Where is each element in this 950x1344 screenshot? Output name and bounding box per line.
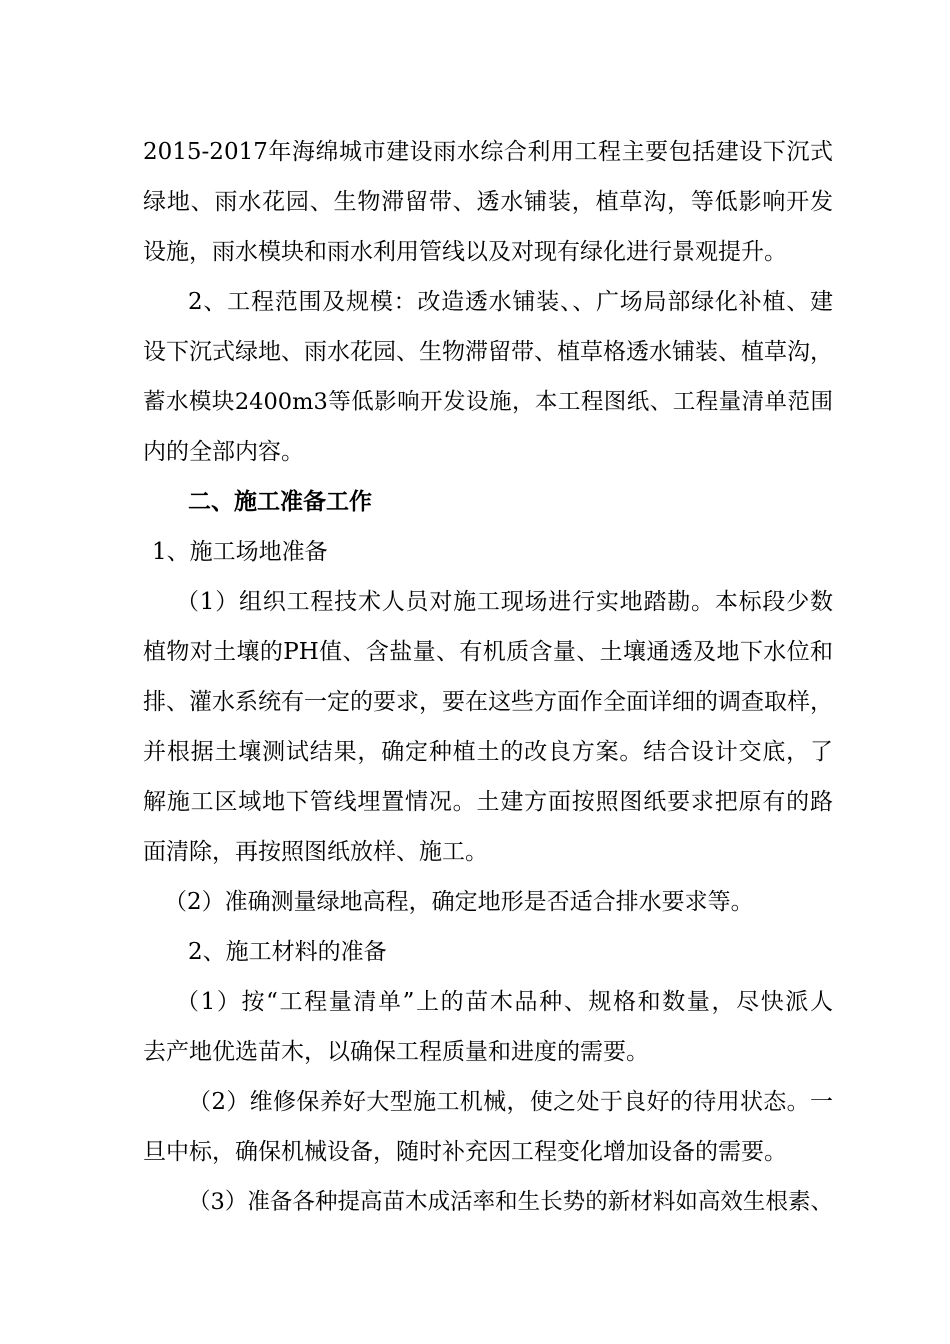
text-line: （1）组织工程技术人员对施工现场进行实地踏勘。本标段少数 <box>176 589 833 615</box>
text-line: 面清除，再按照图纸放样、施工。 <box>143 839 488 865</box>
text-line: 绿地、雨水花园、生物滞留带、透水铺装，植草沟，等低影响开发 <box>143 189 833 215</box>
text-line: （1）按“工程量清单”上的苗木品种、规格和数量，尽快派人 <box>176 989 833 1015</box>
text-line: 设下沉式绿地、雨水花园、生物滞留带、植草格透水铺装、植草沟， <box>143 339 833 365</box>
text-line: （2）准确测量绿地高程，确定地形是否适合排水要求等。 <box>164 889 754 915</box>
text-line: 内的全部内容。 <box>143 439 304 465</box>
text-line: 并根据土壤测试结果，确定种植土的改良方案。结合设计交底，了 <box>143 739 833 765</box>
text-line: 植物对土壤的PH值、含盐量、有机质含量、土壤通透及地下水位和 <box>143 639 833 665</box>
subsection-heading: 1、施工场地准备 <box>152 539 328 565</box>
subsection-heading: 2、施工材料的准备 <box>188 939 387 965</box>
text-line: 旦中标，确保机械设备，随时补充因工程变化增加设备的需要。 <box>143 1139 787 1165</box>
text-line: 排、灌水系统有一定的要求，要在这些方面作全面详细的调查取样， <box>143 689 833 715</box>
text-line: 2、工程范围及规模：改造透水铺装、、广场局部绿化补植、建 <box>188 289 833 315</box>
text-line: 2015-2017年海绵城市建设雨水综合利用工程主要包括建设下沉式 <box>143 139 833 165</box>
text-line: （2）维修保养好大型施工机械，使之处于良好的待用状态。一 <box>188 1089 833 1115</box>
text-line: 去产地优选苗木，以确保工程质量和进度的需要。 <box>143 1039 649 1065</box>
text-line: （3）准备各种提高苗木成活率和生长势的新材料如高效生根素、 <box>188 1189 833 1215</box>
text-line: 解施工区域地下管线埋置情况。土建方面按照图纸要求把原有的路 <box>143 789 833 815</box>
text-line: 设施，雨水模块和雨水利用管线以及对现有绿化进行景观提升。 <box>143 239 787 265</box>
section-heading: 二、施工准备工作 <box>188 488 372 515</box>
text-line: 蓄水模块2400m3等低影响开发设施，本工程图纸、工程量清单范围 <box>143 389 833 415</box>
